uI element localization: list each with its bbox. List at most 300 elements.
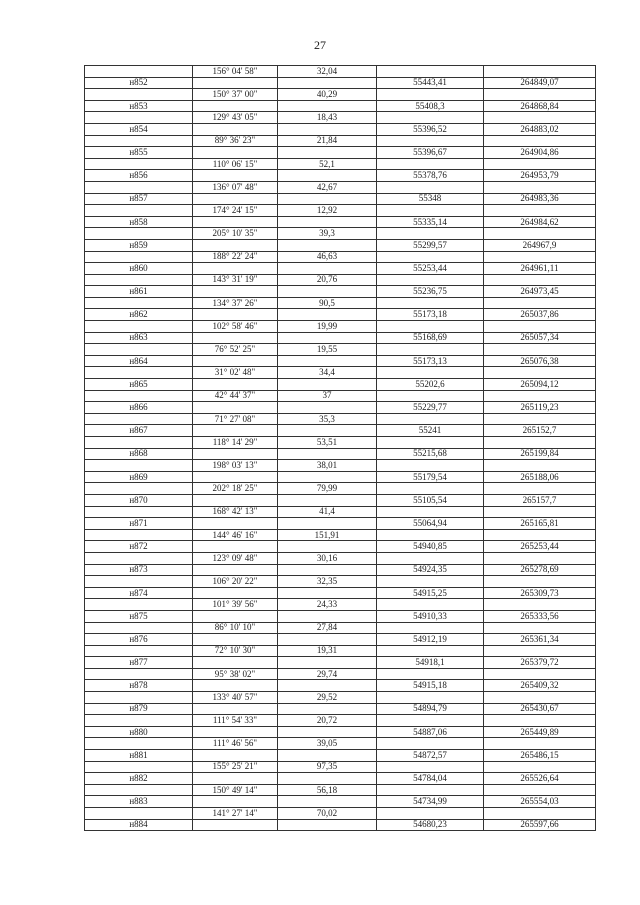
segment-row	[85, 715, 596, 727]
direction-angle-cell	[193, 402, 278, 414]
point-name-cell: н880	[85, 726, 193, 738]
coordinate-y-cell: 265165,81	[484, 518, 596, 530]
direction-angle-cell: 198° 03' 13"	[193, 460, 278, 472]
direction-angle-cell: 150° 49' 14"	[193, 784, 278, 796]
segment-row	[85, 228, 596, 240]
coordinate-y-cell: 265278,69	[484, 564, 596, 576]
point-name-cell: н878	[85, 680, 193, 692]
coordinate-x-cell	[377, 205, 484, 217]
coordinate-x-cell	[377, 808, 484, 820]
distance-cell	[278, 402, 377, 414]
coordinate-x-cell: 54910,33	[377, 610, 484, 622]
coordinate-x-cell	[377, 66, 484, 78]
segment-row	[85, 181, 596, 193]
point-name-cell	[85, 761, 193, 773]
direction-angle-cell: 95° 38' 02"	[193, 668, 278, 680]
point-name-cell: н856	[85, 170, 193, 182]
distance-cell	[278, 703, 377, 715]
coordinate-y-cell	[484, 483, 596, 495]
coordinate-y-cell	[484, 668, 596, 680]
distance-cell: 35,3	[278, 413, 377, 425]
coordinate-x-cell	[377, 367, 484, 379]
distance-cell	[278, 193, 377, 205]
direction-angle-cell	[193, 750, 278, 762]
coordinate-x-cell	[377, 181, 484, 193]
segment-row	[85, 437, 596, 449]
distance-cell	[278, 448, 377, 460]
segment-row	[85, 112, 596, 124]
direction-angle-cell	[193, 726, 278, 738]
point-row	[85, 263, 596, 275]
coordinate-y-cell: 265597,66	[484, 819, 596, 831]
distance-cell	[278, 564, 377, 576]
point-name-cell	[85, 576, 193, 588]
coordinate-x-cell: 55443,41	[377, 77, 484, 89]
distance-cell	[278, 355, 377, 367]
point-row	[85, 147, 596, 159]
point-row	[85, 773, 596, 785]
segment-row	[85, 158, 596, 170]
direction-angle-cell: 144° 46' 16"	[193, 529, 278, 541]
coordinate-x-cell	[377, 228, 484, 240]
distance-cell	[278, 819, 377, 831]
coordinate-y-cell: 264973,45	[484, 286, 596, 298]
coordinate-x-cell: 54924,35	[377, 564, 484, 576]
segment-row	[85, 506, 596, 518]
distance-cell	[278, 425, 377, 437]
distance-cell	[278, 239, 377, 251]
point-row	[85, 634, 596, 646]
coordinate-x-cell	[377, 413, 484, 425]
coordinate-x-cell	[377, 297, 484, 309]
direction-angle-cell	[193, 796, 278, 808]
coordinate-x-cell	[377, 506, 484, 518]
distance-cell: 42,67	[278, 181, 377, 193]
direction-angle-cell	[193, 216, 278, 228]
distance-cell: 32,04	[278, 66, 377, 78]
point-name-cell: н866	[85, 402, 193, 414]
coordinate-x-cell: 55299,57	[377, 239, 484, 251]
distance-cell: 46,63	[278, 251, 377, 263]
coordinate-y-cell: 265188,06	[484, 471, 596, 483]
coordinate-x-cell: 55348	[377, 193, 484, 205]
direction-angle-cell	[193, 123, 278, 135]
point-name-cell: н871	[85, 518, 193, 530]
coordinate-y-cell: 265486,15	[484, 750, 596, 762]
distance-cell	[278, 587, 377, 599]
distance-cell: 20,76	[278, 274, 377, 286]
point-name-cell: н877	[85, 657, 193, 669]
direction-angle-cell: 133° 40' 57"	[193, 692, 278, 704]
point-name-cell	[85, 506, 193, 518]
coordinate-x-cell: 55408,3	[377, 100, 484, 112]
coordinate-y-cell: 264984,62	[484, 216, 596, 228]
direction-angle-cell	[193, 379, 278, 391]
coordinate-y-cell: 265379,72	[484, 657, 596, 669]
coordinate-x-cell: 54872,57	[377, 750, 484, 762]
coordinate-y-cell: 265152,7	[484, 425, 596, 437]
distance-cell	[278, 471, 377, 483]
point-row	[85, 286, 596, 298]
distance-cell	[278, 309, 377, 321]
coordinate-y-cell	[484, 437, 596, 449]
direction-angle-cell: 174° 24' 15"	[193, 205, 278, 217]
coordinate-x-cell: 54918,1	[377, 657, 484, 669]
point-name-cell: н854	[85, 123, 193, 135]
direction-angle-cell	[193, 100, 278, 112]
coordinate-y-cell	[484, 622, 596, 634]
coordinate-x-cell	[377, 784, 484, 796]
direction-angle-cell: 101° 39' 56"	[193, 599, 278, 611]
point-name-cell	[85, 599, 193, 611]
point-row	[85, 564, 596, 576]
coordinate-x-cell	[377, 692, 484, 704]
coordinate-x-cell: 55378,76	[377, 170, 484, 182]
distance-cell: 19,31	[278, 645, 377, 657]
coordinates-table	[84, 65, 596, 831]
distance-cell: 37	[278, 390, 377, 402]
point-row	[85, 518, 596, 530]
direction-angle-cell	[193, 819, 278, 831]
distance-cell	[278, 332, 377, 344]
distance-cell	[278, 773, 377, 785]
coordinate-x-cell	[377, 483, 484, 495]
coordinate-y-cell	[484, 181, 596, 193]
coordinate-x-cell	[377, 645, 484, 657]
segment-row	[85, 390, 596, 402]
point-row	[85, 170, 596, 182]
coordinate-y-cell	[484, 321, 596, 333]
distance-cell: 19,99	[278, 321, 377, 333]
segment-row	[85, 622, 596, 634]
direction-angle-cell	[193, 239, 278, 251]
distance-cell	[278, 796, 377, 808]
coordinate-x-cell	[377, 529, 484, 541]
direction-angle-cell	[193, 193, 278, 205]
coordinate-x-cell	[377, 274, 484, 286]
point-name-cell	[85, 738, 193, 750]
distance-cell	[278, 541, 377, 553]
coordinate-y-cell: 264983,36	[484, 193, 596, 205]
point-row	[85, 379, 596, 391]
coordinate-y-cell: 265119,23	[484, 402, 596, 414]
coordinate-y-cell: 264883,02	[484, 123, 596, 135]
point-name-cell	[85, 552, 193, 564]
direction-angle-cell	[193, 263, 278, 275]
distance-cell: 70,02	[278, 808, 377, 820]
point-row	[85, 123, 596, 135]
distance-cell	[278, 216, 377, 228]
direction-angle-cell	[193, 610, 278, 622]
coordinate-x-cell: 55179,54	[377, 471, 484, 483]
distance-cell: 38,01	[278, 460, 377, 472]
coordinate-y-cell	[484, 599, 596, 611]
segment-row	[85, 251, 596, 263]
coordinate-y-cell: 265333,56	[484, 610, 596, 622]
distance-cell	[278, 634, 377, 646]
coordinate-x-cell: 54940,85	[377, 541, 484, 553]
point-row	[85, 332, 596, 344]
point-name-cell: н868	[85, 448, 193, 460]
point-name-cell	[85, 135, 193, 147]
distance-cell: 53,51	[278, 437, 377, 449]
distance-cell: 34,4	[278, 367, 377, 379]
point-name-cell	[85, 112, 193, 124]
segment-row	[85, 367, 596, 379]
distance-cell: 20,72	[278, 715, 377, 727]
direction-angle-cell: 202° 18' 25"	[193, 483, 278, 495]
distance-cell	[278, 680, 377, 692]
direction-angle-cell	[193, 355, 278, 367]
direction-angle-cell: 168° 42' 13"	[193, 506, 278, 518]
coordinate-x-cell	[377, 344, 484, 356]
point-row	[85, 402, 596, 414]
point-name-cell	[85, 367, 193, 379]
coordinate-x-cell: 54680,23	[377, 819, 484, 831]
coordinates-table-body	[85, 66, 596, 831]
direction-angle-cell	[193, 170, 278, 182]
coordinate-x-cell	[377, 622, 484, 634]
coordinate-y-cell	[484, 274, 596, 286]
distance-cell: 32,35	[278, 576, 377, 588]
point-name-cell: н883	[85, 796, 193, 808]
point-name-cell	[85, 205, 193, 217]
direction-angle-cell	[193, 425, 278, 437]
coordinate-y-cell: 265199,84	[484, 448, 596, 460]
point-row	[85, 100, 596, 112]
distance-cell: 30,16	[278, 552, 377, 564]
direction-angle-cell	[193, 518, 278, 530]
point-name-cell: н869	[85, 471, 193, 483]
point-row	[85, 471, 596, 483]
coordinate-x-cell	[377, 321, 484, 333]
point-name-cell: н859	[85, 239, 193, 251]
distance-cell	[278, 123, 377, 135]
point-row	[85, 610, 596, 622]
direction-angle-cell	[193, 564, 278, 576]
coordinate-x-cell: 55396,67	[377, 147, 484, 159]
distance-cell: 24,33	[278, 599, 377, 611]
point-name-cell	[85, 66, 193, 78]
coordinate-x-cell: 55215,68	[377, 448, 484, 460]
distance-cell: 21,84	[278, 135, 377, 147]
coordinate-x-cell	[377, 158, 484, 170]
point-row	[85, 77, 596, 89]
point-row	[85, 750, 596, 762]
page-number: 27	[314, 38, 326, 52]
direction-angle-cell: 31° 02' 48"	[193, 367, 278, 379]
point-name-cell: н872	[85, 541, 193, 553]
distance-cell	[278, 750, 377, 762]
coordinate-y-cell	[484, 645, 596, 657]
distance-cell	[278, 610, 377, 622]
distance-cell: 29,74	[278, 668, 377, 680]
coordinate-x-cell: 54915,18	[377, 680, 484, 692]
segment-row	[85, 483, 596, 495]
coordinate-x-cell	[377, 738, 484, 750]
segment-row	[85, 738, 596, 750]
coordinate-x-cell	[377, 112, 484, 124]
segment-row	[85, 66, 596, 78]
direction-angle-cell	[193, 494, 278, 506]
coordinate-y-cell	[484, 715, 596, 727]
direction-angle-cell	[193, 448, 278, 460]
distance-cell: 40,29	[278, 89, 377, 101]
coordinate-y-cell: 265361,34	[484, 634, 596, 646]
coordinate-x-cell: 55396,52	[377, 123, 484, 135]
direction-angle-cell: 129° 43' 05"	[193, 112, 278, 124]
direction-angle-cell	[193, 634, 278, 646]
point-name-cell: н881	[85, 750, 193, 762]
direction-angle-cell	[193, 471, 278, 483]
distance-cell	[278, 100, 377, 112]
distance-cell: 151,91	[278, 529, 377, 541]
point-row	[85, 425, 596, 437]
point-name-cell	[85, 668, 193, 680]
coordinate-x-cell	[377, 390, 484, 402]
direction-angle-cell: 134° 37' 26"	[193, 297, 278, 309]
direction-angle-cell: 188° 22' 24"	[193, 251, 278, 263]
direction-angle-cell: 89° 36' 23"	[193, 135, 278, 147]
distance-cell	[278, 726, 377, 738]
distance-cell: 97,35	[278, 761, 377, 773]
direction-angle-cell: 205° 10' 35"	[193, 228, 278, 240]
direction-angle-cell: 71° 27' 08"	[193, 413, 278, 425]
point-row	[85, 726, 596, 738]
direction-angle-cell: 76° 52' 25"	[193, 344, 278, 356]
coordinate-y-cell: 264868,84	[484, 100, 596, 112]
coordinate-x-cell	[377, 599, 484, 611]
coordinate-x-cell	[377, 576, 484, 588]
point-name-cell	[85, 158, 193, 170]
point-row	[85, 193, 596, 205]
coordinate-y-cell	[484, 158, 596, 170]
distance-cell: 18,43	[278, 112, 377, 124]
point-name-cell: н857	[85, 193, 193, 205]
coordinate-y-cell	[484, 738, 596, 750]
coordinate-y-cell: 265094,12	[484, 379, 596, 391]
coordinate-y-cell: 264961,11	[484, 263, 596, 275]
coordinate-x-cell	[377, 460, 484, 472]
coordinate-x-cell	[377, 437, 484, 449]
point-name-cell	[85, 344, 193, 356]
coordinate-x-cell: 55105,54	[377, 494, 484, 506]
point-name-cell	[85, 808, 193, 820]
distance-cell	[278, 657, 377, 669]
coordinate-y-cell	[484, 251, 596, 263]
coordinate-y-cell	[484, 205, 596, 217]
distance-cell	[278, 379, 377, 391]
coordinate-y-cell	[484, 761, 596, 773]
coordinate-x-cell: 55253,44	[377, 263, 484, 275]
coordinate-y-cell: 265526,64	[484, 773, 596, 785]
point-name-cell: н853	[85, 100, 193, 112]
point-name-cell	[85, 622, 193, 634]
segment-row	[85, 274, 596, 286]
segment-row	[85, 599, 596, 611]
distance-cell	[278, 170, 377, 182]
coordinate-x-cell: 55173,18	[377, 309, 484, 321]
coordinate-y-cell	[484, 112, 596, 124]
coordinate-x-cell: 54912,19	[377, 634, 484, 646]
coordinate-y-cell: 265057,34	[484, 332, 596, 344]
point-name-cell	[85, 784, 193, 796]
coordinate-x-cell: 54915,25	[377, 587, 484, 599]
segment-row	[85, 552, 596, 564]
point-name-cell: н863	[85, 332, 193, 344]
segment-row	[85, 808, 596, 820]
distance-cell: 79,99	[278, 483, 377, 495]
coordinate-y-cell: 264967,9	[484, 239, 596, 251]
coordinate-y-cell: 264953,79	[484, 170, 596, 182]
coordinate-y-cell: 264904,86	[484, 147, 596, 159]
coordinate-x-cell: 55173,13	[377, 355, 484, 367]
direction-angle-cell: 150° 37' 00"	[193, 89, 278, 101]
point-name-cell	[85, 437, 193, 449]
point-name-cell: н865	[85, 379, 193, 391]
distance-cell	[278, 518, 377, 530]
point-name-cell	[85, 692, 193, 704]
point-name-cell	[85, 181, 193, 193]
coordinate-y-cell	[484, 576, 596, 588]
distance-cell	[278, 494, 377, 506]
coordinate-y-cell: 265076,38	[484, 355, 596, 367]
segment-row	[85, 89, 596, 101]
point-name-cell	[85, 274, 193, 286]
coordinate-y-cell	[484, 808, 596, 820]
point-name-cell	[85, 529, 193, 541]
point-name-cell	[85, 483, 193, 495]
point-name-cell	[85, 715, 193, 727]
coordinate-x-cell	[377, 715, 484, 727]
direction-angle-cell	[193, 286, 278, 298]
point-name-cell	[85, 228, 193, 240]
direction-angle-cell	[193, 77, 278, 89]
coordinate-y-cell	[484, 460, 596, 472]
segment-row	[85, 135, 596, 147]
direction-angle-cell: 110° 06' 15"	[193, 158, 278, 170]
distance-cell: 39,3	[278, 228, 377, 240]
direction-angle-cell: 141° 27' 14"	[193, 808, 278, 820]
coordinate-x-cell	[377, 89, 484, 101]
point-name-cell	[85, 413, 193, 425]
coordinate-x-cell	[377, 552, 484, 564]
direction-angle-cell	[193, 680, 278, 692]
direction-angle-cell	[193, 773, 278, 785]
distance-cell: 52,1	[278, 158, 377, 170]
direction-angle-cell: 111° 54' 33"	[193, 715, 278, 727]
distance-cell: 29,52	[278, 692, 377, 704]
coordinate-x-cell	[377, 251, 484, 263]
point-name-cell: н852	[85, 77, 193, 89]
direction-angle-cell: 156° 04' 58"	[193, 66, 278, 78]
coordinate-y-cell	[484, 297, 596, 309]
coordinate-y-cell	[484, 692, 596, 704]
segment-row	[85, 344, 596, 356]
point-row	[85, 541, 596, 553]
coordinate-y-cell: 265430,67	[484, 703, 596, 715]
distance-cell	[278, 77, 377, 89]
point-row	[85, 216, 596, 228]
point-name-cell: н876	[85, 634, 193, 646]
point-row	[85, 239, 596, 251]
coordinate-y-cell	[484, 552, 596, 564]
coordinate-y-cell	[484, 784, 596, 796]
coordinate-y-cell: 265409,32	[484, 680, 596, 692]
segment-row	[85, 668, 596, 680]
point-name-cell: н867	[85, 425, 193, 437]
coordinate-y-cell	[484, 344, 596, 356]
